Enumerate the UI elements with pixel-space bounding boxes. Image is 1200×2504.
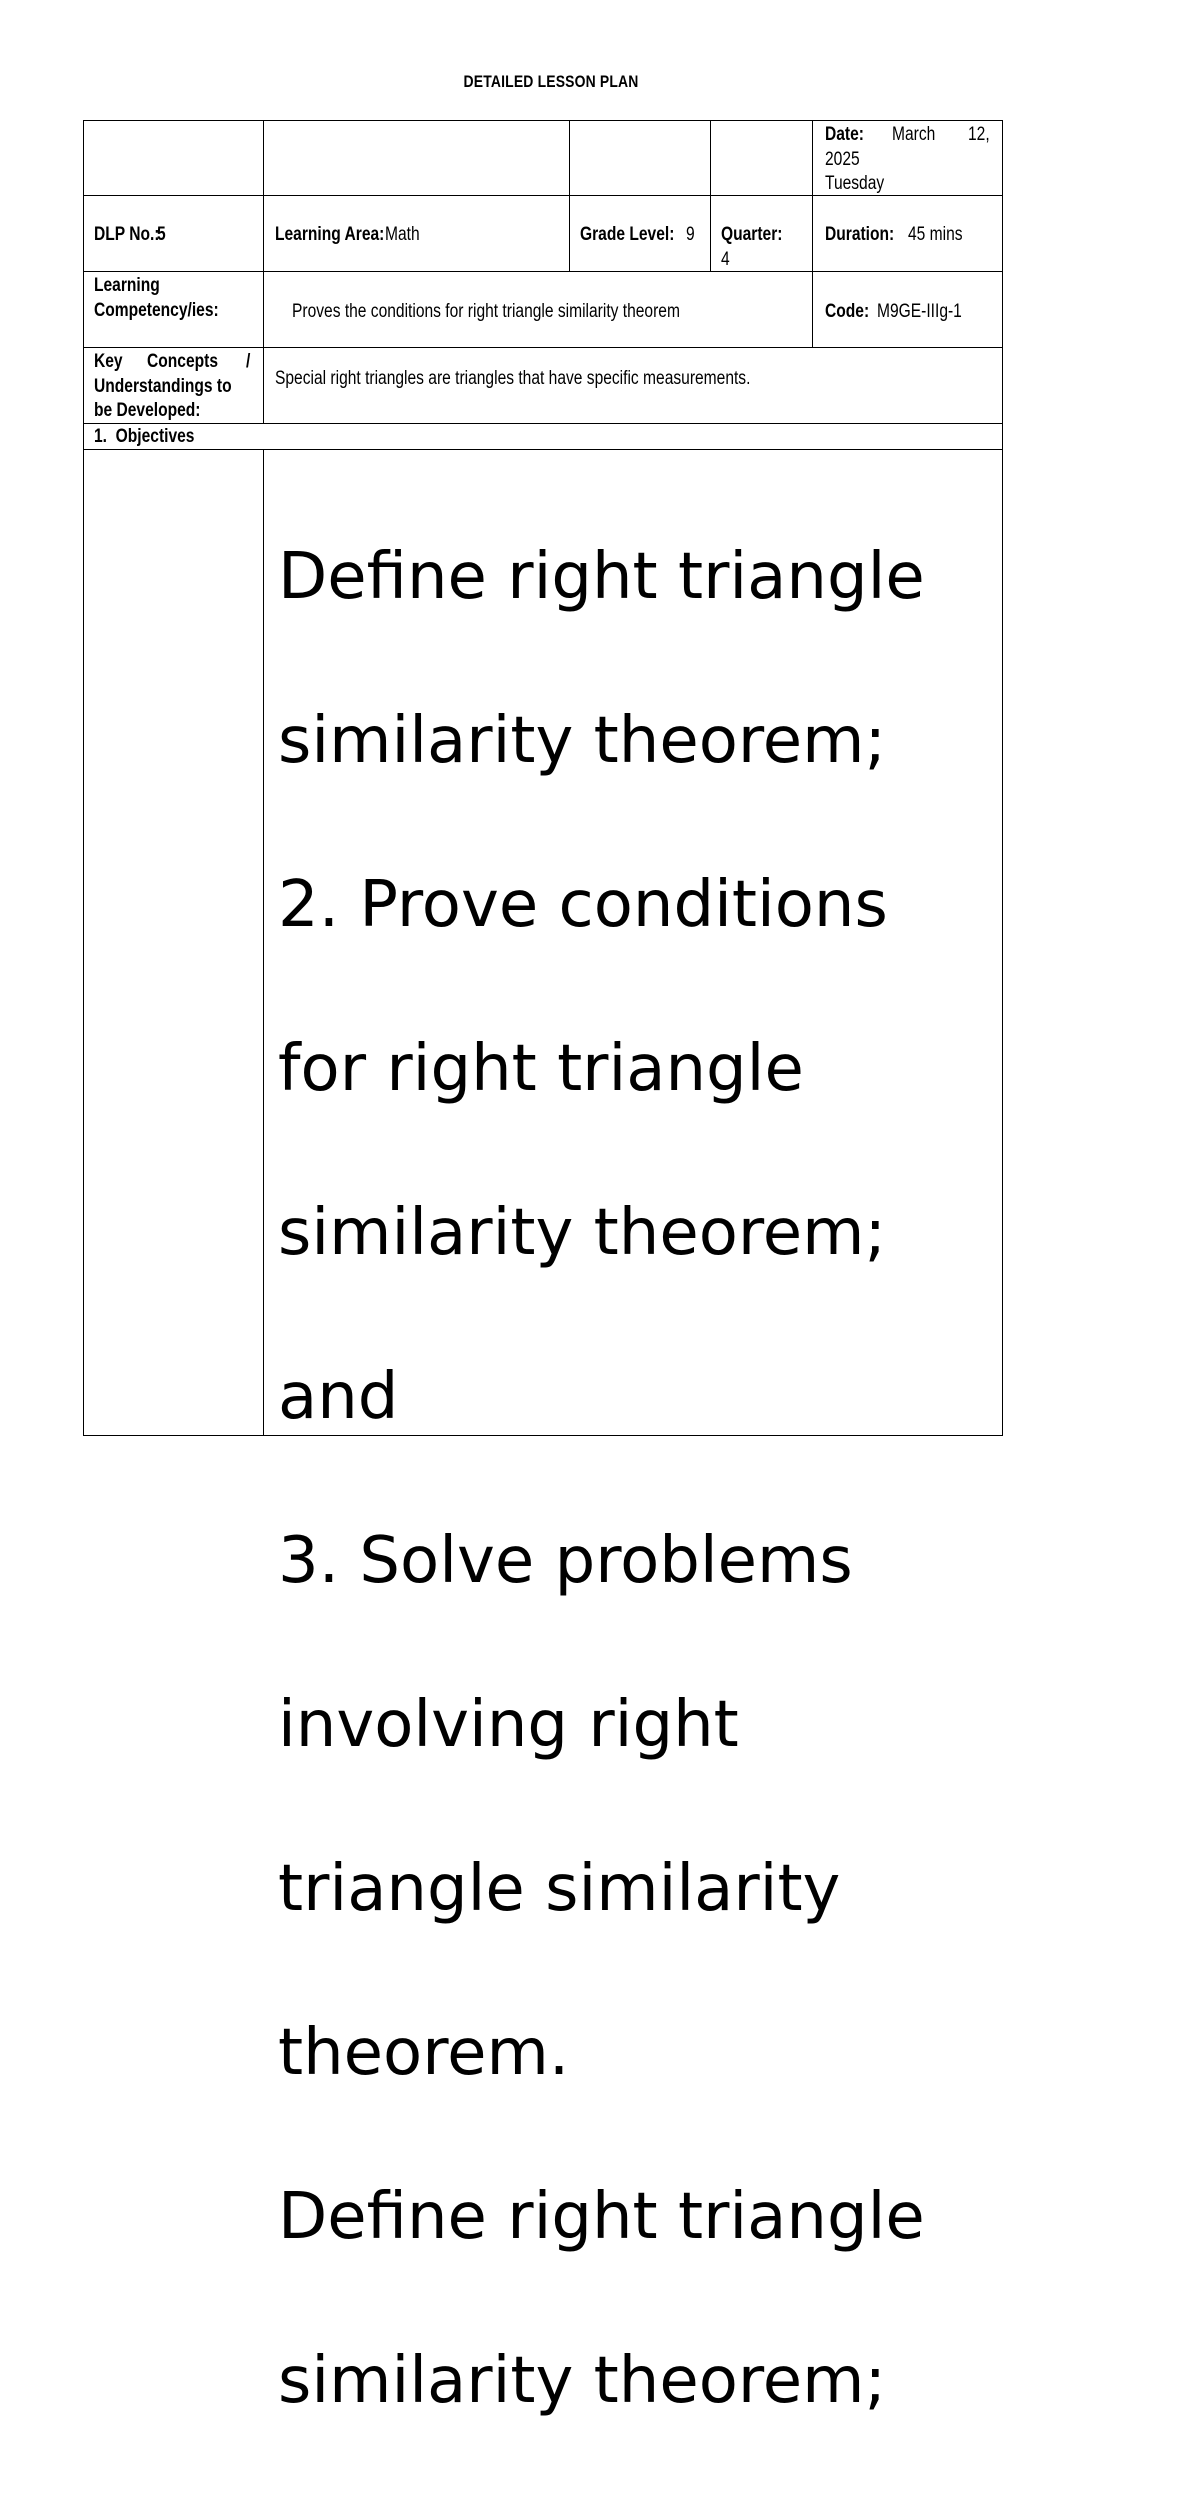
objectives-side-cell — [83, 449, 264, 1436]
quarter-cell — [710, 195, 813, 272]
competency-label-line1: Learning — [94, 275, 160, 296]
objectives-heading: 1. Objectives — [94, 426, 195, 447]
key-concepts-label-word2: Concepts — [147, 351, 218, 372]
date-weekday: Tuesday — [825, 173, 885, 194]
objective-line: 3. Solve problems — [278, 1524, 853, 1598]
objective-line: triangle similarity — [278, 1852, 841, 1926]
date-year: 2025 — [825, 149, 860, 170]
objective-line: similarity theorem; — [278, 1196, 887, 1270]
duration-cell — [812, 195, 1003, 272]
objective-line: theorem. — [278, 2016, 570, 2090]
grade-level-label: Grade Level: — [580, 224, 675, 245]
objectives-text — [278, 454, 1008, 2504]
date-month: March — [892, 124, 936, 145]
objective-line: for right triangle — [278, 1032, 804, 1106]
header-cell-4 — [710, 120, 813, 196]
key-concepts-value: Special right triangles are triangles that have specific measurements. — [275, 368, 751, 389]
objective-line: similarity theorem; — [278, 2344, 887, 2418]
learning-area-value: Math — [385, 224, 420, 245]
dlp-number-label: DLP No.: — [94, 224, 160, 245]
objective-line: 2. Prove conditions — [278, 868, 888, 942]
date-label: Date: — [825, 124, 864, 145]
objective-line: and — [278, 1360, 399, 1434]
objectives-content-cell — [263, 449, 1003, 2418]
objective-line: involving right — [278, 1688, 739, 1762]
header-cell-3 — [569, 120, 711, 196]
code-value: M9GE-IIIg-1 — [877, 301, 962, 322]
key-concepts-value-cell — [263, 347, 1003, 424]
competency-value: Proves the conditions for right triangle similarity theorem — [292, 301, 680, 322]
dlp-number-value: 5 — [157, 224, 166, 245]
learning-area-cell — [263, 195, 570, 272]
duration-value: 45 mins — [908, 224, 963, 245]
objective-line: Define right triangle — [278, 540, 925, 614]
header-cell-1 — [83, 120, 264, 196]
document-title: DETAILED LESSON PLAN — [463, 72, 639, 91]
objective-line: Define right triangle — [278, 2180, 925, 2254]
code-label: Code: — [825, 301, 870, 322]
key-concepts-label-word3: / — [246, 351, 251, 372]
duration-label: Duration: — [825, 224, 895, 245]
date-day: 12, — [968, 124, 990, 145]
key-concepts-label-line2: Understandings to — [94, 376, 232, 397]
objectives-heading-cell — [83, 423, 1003, 450]
date-cell — [812, 120, 1003, 196]
competency-label-line2: Competency/ies: — [94, 300, 219, 321]
grade-level-cell — [569, 195, 711, 272]
competency-value-cell — [263, 271, 813, 348]
quarter-value: 4 — [721, 249, 730, 270]
dlp-number-cell — [83, 195, 264, 272]
key-concepts-label-line3: be Developed: — [94, 400, 201, 421]
key-concepts-label-cell — [83, 347, 264, 424]
quarter-label: Quarter: — [721, 224, 783, 245]
key-concepts-label-word1: Key — [94, 351, 123, 372]
lesson-plan-table — [83, 120, 1003, 2418]
grade-level-value: 9 — [686, 224, 695, 245]
competency-label-cell — [83, 271, 264, 348]
code-cell — [812, 271, 1003, 348]
header-cell-2 — [263, 120, 570, 196]
learning-area-label: Learning Area: — [275, 224, 385, 245]
objective-line: similarity theorem; — [278, 704, 887, 778]
